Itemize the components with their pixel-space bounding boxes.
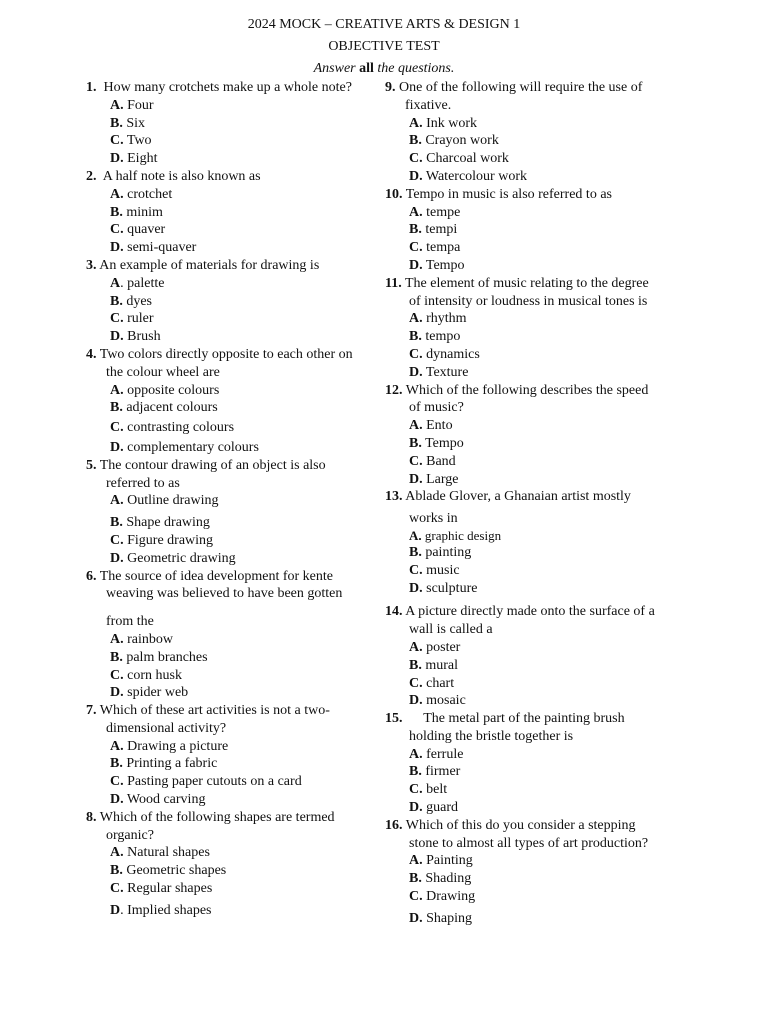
question-number: 10. bbox=[385, 186, 403, 202]
answer-option bbox=[86, 773, 386, 791]
option-text: Four bbox=[123, 97, 154, 113]
question-line: stone to almost all types of art production? bbox=[409, 835, 649, 851]
option-text: Geometric drawing bbox=[123, 550, 236, 566]
answer-option bbox=[86, 631, 386, 649]
option-text: contrasting colours bbox=[123, 420, 235, 436]
option-letter: A. bbox=[409, 746, 423, 762]
option-letter: A. bbox=[110, 97, 124, 113]
question-number: 1. bbox=[86, 80, 97, 95]
option-text: Large bbox=[422, 471, 459, 487]
answer-option bbox=[86, 97, 386, 115]
question-2 bbox=[86, 168, 386, 257]
answer-option bbox=[86, 755, 386, 773]
option-text: Wood carving bbox=[123, 792, 206, 808]
option-letter: D. bbox=[409, 257, 423, 273]
option-letter: B. bbox=[409, 329, 422, 345]
option-text: guard bbox=[422, 800, 459, 816]
answer-option bbox=[86, 310, 386, 328]
answer-option bbox=[86, 186, 386, 204]
answer-option bbox=[385, 346, 685, 364]
option-letter: C. bbox=[409, 782, 423, 798]
question-line: Which of these art activities is not a two- bbox=[96, 703, 330, 719]
option-letter: D. bbox=[110, 792, 124, 808]
option-letter: C. bbox=[409, 889, 423, 905]
option-text: adjacent colours bbox=[122, 400, 218, 416]
option-text: belt bbox=[422, 782, 448, 798]
option-letter: A. bbox=[409, 527, 422, 543]
page-subtitle: OBJECTIVE TEST bbox=[328, 39, 440, 54]
question-line: A picture directly made onto the surface of a bbox=[402, 604, 655, 620]
question-number: 9. bbox=[385, 80, 396, 95]
question-number: 6. bbox=[86, 568, 97, 584]
question-number: 12. bbox=[385, 382, 403, 398]
question-line: An example of materials for drawing is bbox=[96, 257, 320, 273]
option-letter: B. bbox=[409, 544, 422, 560]
option-letter: C. bbox=[110, 133, 124, 149]
option-letter: A. bbox=[409, 853, 423, 869]
question-line: Ablade Glover, a Ghanaian artist mostly bbox=[402, 489, 631, 505]
answer-option bbox=[385, 364, 685, 382]
answer-option bbox=[385, 132, 685, 150]
option-text: Crayon work bbox=[421, 133, 499, 149]
left-column bbox=[86, 79, 386, 920]
option-letter: C. bbox=[409, 453, 423, 469]
answer-option bbox=[385, 257, 685, 275]
question-number: 15. bbox=[385, 711, 403, 727]
answer-option bbox=[385, 453, 685, 471]
option-text: graphic design bbox=[421, 527, 502, 543]
answer-option bbox=[86, 532, 386, 550]
question-line: The source of idea development for kente bbox=[96, 568, 333, 584]
answer-option bbox=[385, 910, 685, 928]
option-letter: D. bbox=[409, 168, 423, 184]
question-number: 16. bbox=[385, 817, 403, 833]
option-letter: A. bbox=[110, 382, 124, 398]
answer-option bbox=[86, 399, 386, 417]
question-line: Two colors directly opposite to each other on bbox=[96, 346, 353, 362]
answer-option bbox=[385, 746, 685, 764]
right-column bbox=[385, 79, 685, 928]
question-7 bbox=[86, 702, 386, 809]
option-letter: B. bbox=[110, 400, 123, 416]
question-line: holding the bristle together is bbox=[409, 728, 574, 744]
question-3 bbox=[86, 257, 386, 346]
question-line: Which of this do you consider a stepping bbox=[402, 817, 636, 833]
option-letter: C. bbox=[110, 774, 124, 790]
option-letter: C. bbox=[409, 151, 423, 167]
option-text: Regular shapes bbox=[123, 881, 213, 897]
option-text: Band bbox=[422, 453, 456, 469]
option-text: dyes bbox=[122, 293, 153, 309]
option-letter: B. bbox=[409, 133, 422, 149]
option-text: opposite colours bbox=[123, 382, 220, 398]
option-letter: C. bbox=[110, 222, 124, 238]
option-text: quaver bbox=[123, 222, 166, 238]
answer-option bbox=[86, 275, 386, 293]
option-text: music bbox=[422, 562, 460, 578]
question-line: The metal part of the painting brush bbox=[402, 711, 625, 727]
question-text bbox=[385, 97, 685, 115]
option-text: rainbow bbox=[123, 631, 174, 647]
option-letter: C. bbox=[409, 240, 423, 256]
option-letter: B. bbox=[110, 756, 123, 772]
question-text bbox=[385, 728, 685, 746]
answer-option bbox=[86, 738, 386, 756]
option-letter: D. bbox=[110, 439, 124, 455]
option-text: poster bbox=[422, 639, 461, 655]
question-text bbox=[385, 186, 685, 204]
option-letter: A. bbox=[110, 493, 124, 509]
answer-option bbox=[86, 902, 386, 920]
option-letter: B. bbox=[409, 435, 422, 451]
answer-option bbox=[86, 667, 386, 685]
question-text bbox=[86, 257, 386, 275]
option-letter: C. bbox=[110, 532, 124, 548]
option-letter: A. bbox=[409, 418, 423, 434]
question-line: of music? bbox=[409, 400, 464, 416]
answer-option bbox=[385, 417, 685, 435]
answer-option bbox=[385, 204, 685, 222]
question-text bbox=[86, 168, 386, 186]
question-text bbox=[385, 603, 685, 621]
answer-option bbox=[385, 115, 685, 133]
option-letter: C. bbox=[110, 311, 124, 327]
option-letter: C. bbox=[409, 562, 423, 578]
option-letter: A. bbox=[110, 631, 124, 647]
question-number: 7. bbox=[86, 703, 97, 719]
option-letter: B. bbox=[110, 515, 123, 531]
option-letter: B. bbox=[110, 293, 123, 309]
question-text bbox=[385, 710, 685, 728]
option-text: crotchet bbox=[123, 186, 173, 202]
option-letter: D. bbox=[110, 550, 124, 566]
option-letter: B. bbox=[110, 204, 123, 220]
answer-option bbox=[86, 328, 386, 346]
question-line: works in bbox=[409, 511, 458, 527]
answer-option bbox=[86, 649, 386, 667]
answer-option bbox=[385, 763, 685, 781]
answer-option bbox=[385, 435, 685, 453]
answer-option bbox=[385, 310, 685, 328]
question-line: The contour drawing of an object is also bbox=[96, 457, 326, 473]
option-letter: D. bbox=[110, 329, 124, 345]
answer-option bbox=[385, 562, 685, 580]
question-text bbox=[86, 79, 386, 97]
answer-option bbox=[385, 239, 685, 257]
option-text: complementary colours bbox=[123, 439, 259, 455]
question-line: One of the following will require the use of bbox=[395, 80, 643, 95]
option-text: firmer bbox=[421, 764, 461, 780]
question-number: 11. bbox=[385, 275, 402, 291]
question-number: 14. bbox=[385, 604, 403, 620]
answer-option bbox=[385, 870, 685, 888]
answer-option bbox=[86, 293, 386, 311]
question-13 bbox=[385, 488, 685, 597]
option-letter: A. bbox=[409, 639, 423, 655]
answer-option bbox=[385, 150, 685, 168]
answer-option bbox=[86, 382, 386, 400]
option-text: ferrule bbox=[422, 746, 464, 762]
option-text: tempa bbox=[422, 240, 461, 256]
answer-option bbox=[385, 471, 685, 489]
question-text bbox=[385, 382, 685, 400]
answer-option bbox=[86, 419, 386, 437]
question-text bbox=[86, 568, 386, 586]
option-letter: B. bbox=[409, 764, 422, 780]
option-text: Charcoal work bbox=[422, 151, 509, 167]
option-text: Figure drawing bbox=[123, 532, 214, 548]
option-text: painting bbox=[421, 544, 472, 560]
question-line: Which of the following shapes are termed bbox=[96, 809, 335, 825]
option-text: spider web bbox=[123, 685, 189, 701]
answer-option bbox=[385, 168, 685, 186]
option-letter: C. bbox=[110, 667, 124, 683]
answer-option bbox=[86, 514, 386, 532]
option-letter: A bbox=[110, 275, 121, 291]
answer-option bbox=[86, 115, 386, 133]
question-line: How many crotchets make up a whole note? bbox=[96, 80, 352, 95]
answer-option bbox=[385, 781, 685, 799]
question-text bbox=[385, 293, 685, 311]
option-letter: D. bbox=[409, 364, 423, 380]
answer-option bbox=[86, 862, 386, 880]
question-5 bbox=[86, 457, 386, 568]
option-text: Two bbox=[123, 133, 152, 149]
question-line: organic? bbox=[106, 827, 154, 843]
option-text: tempi bbox=[421, 222, 458, 238]
option-letter: D. bbox=[110, 240, 124, 256]
answer-option bbox=[385, 692, 685, 710]
option-letter: D. bbox=[409, 910, 423, 926]
instructions-bold: all bbox=[359, 61, 374, 76]
option-text: mural bbox=[421, 657, 458, 673]
option-text: Shape drawing bbox=[122, 515, 210, 531]
answer-option bbox=[385, 852, 685, 870]
option-letter: D. bbox=[409, 800, 423, 816]
question-12 bbox=[385, 382, 685, 489]
question-number: 2. bbox=[86, 168, 97, 184]
option-text: Natural shapes bbox=[123, 845, 210, 861]
question-line: from the bbox=[106, 614, 154, 630]
question-text bbox=[86, 457, 386, 475]
instructions bbox=[0, 60, 768, 78]
question-16 bbox=[385, 817, 685, 928]
question-text bbox=[86, 585, 386, 603]
question-number: 5. bbox=[86, 457, 97, 473]
question-text bbox=[385, 399, 685, 417]
option-text: palm branches bbox=[122, 649, 208, 665]
option-text: . palette bbox=[120, 275, 165, 291]
option-letter: B. bbox=[409, 222, 422, 238]
question-text bbox=[86, 720, 386, 738]
question-text bbox=[385, 621, 685, 639]
question-line: of intensity or loudness in musical tones is bbox=[409, 293, 648, 309]
question-10 bbox=[385, 186, 685, 275]
question-text bbox=[86, 809, 386, 827]
question-text bbox=[385, 817, 685, 835]
option-text: Shaping bbox=[422, 910, 473, 926]
question-number: 8. bbox=[86, 809, 97, 825]
option-letter: D. bbox=[409, 471, 423, 487]
option-text: Geometric shapes bbox=[122, 863, 227, 879]
answer-option bbox=[86, 492, 386, 510]
option-text: tempo bbox=[421, 329, 461, 345]
option-letter: C. bbox=[409, 346, 423, 362]
option-text: Drawing a picture bbox=[123, 738, 229, 754]
question-line: the colour wheel are bbox=[106, 364, 220, 380]
answer-option bbox=[86, 791, 386, 809]
option-letter: A. bbox=[409, 204, 423, 220]
option-letter: C. bbox=[110, 881, 124, 897]
answer-option bbox=[385, 639, 685, 657]
option-text: minim bbox=[122, 204, 163, 220]
option-text: rhythm bbox=[422, 311, 467, 327]
option-letter: D. bbox=[409, 580, 423, 596]
option-text: Ento bbox=[422, 418, 453, 434]
option-letter: B. bbox=[110, 115, 123, 131]
answer-option bbox=[86, 550, 386, 568]
option-text: dynamics bbox=[422, 346, 480, 362]
option-text: semi-quaver bbox=[123, 240, 197, 256]
page-title: 2024 MOCK – CREATIVE ARTS & DESIGN 1 bbox=[247, 17, 521, 32]
question-1 bbox=[86, 79, 386, 168]
question-text bbox=[385, 488, 685, 506]
question-4 bbox=[86, 346, 386, 457]
option-letter: D. bbox=[409, 693, 423, 709]
answer-option bbox=[385, 528, 685, 544]
answer-option bbox=[385, 675, 685, 693]
option-letter: A. bbox=[409, 115, 423, 131]
answer-option bbox=[86, 132, 386, 150]
option-text: Drawing bbox=[422, 889, 476, 905]
option-text: Outline drawing bbox=[123, 493, 219, 509]
option-text: Tempo bbox=[422, 257, 465, 273]
answer-option bbox=[385, 799, 685, 817]
option-text: mosaic bbox=[422, 693, 466, 709]
option-letter: A. bbox=[110, 186, 124, 202]
answer-option bbox=[86, 880, 386, 898]
question-number: 13. bbox=[385, 489, 403, 505]
option-letter: C. bbox=[110, 420, 124, 436]
answer-option bbox=[385, 580, 685, 598]
question-line: referred to as bbox=[106, 475, 180, 491]
instructions-post: the questions. bbox=[373, 61, 455, 76]
option-text: Shading bbox=[421, 871, 472, 887]
option-text: Pasting paper cutouts on a card bbox=[123, 774, 302, 790]
option-text: sculpture bbox=[422, 580, 478, 596]
question-line: wall is called a bbox=[409, 622, 493, 638]
option-text: Eight bbox=[123, 151, 158, 167]
option-text: Texture bbox=[422, 364, 469, 380]
option-letter: B. bbox=[110, 649, 123, 665]
option-letter: A. bbox=[110, 845, 124, 861]
option-letter: A. bbox=[110, 738, 124, 754]
option-text: Brush bbox=[123, 329, 161, 345]
answer-option bbox=[385, 328, 685, 346]
option-text: ruler bbox=[123, 311, 154, 327]
answer-option bbox=[385, 888, 685, 906]
question-8 bbox=[86, 809, 386, 920]
question-line: weaving was believed to have been gotten bbox=[106, 586, 343, 602]
option-text: Tempo bbox=[421, 435, 464, 451]
question-line: dimensional activity? bbox=[106, 720, 227, 736]
answer-option bbox=[86, 844, 386, 862]
option-letter: B. bbox=[409, 871, 422, 887]
question-text bbox=[86, 613, 386, 631]
question-text bbox=[86, 827, 386, 845]
question-text bbox=[86, 364, 386, 382]
question-line: Which of the following describes the speed bbox=[402, 382, 649, 398]
question-9 bbox=[385, 79, 685, 186]
question-line: The element of music relating to the degree bbox=[401, 275, 649, 291]
question-line: fixative. bbox=[405, 97, 452, 113]
option-text: Ink work bbox=[422, 115, 478, 131]
option-letter: D bbox=[110, 902, 121, 918]
option-text: tempe bbox=[422, 204, 461, 220]
answer-option bbox=[385, 657, 685, 675]
option-text: Painting bbox=[422, 853, 473, 869]
question-15 bbox=[385, 710, 685, 817]
option-text: corn husk bbox=[123, 667, 182, 683]
option-letter: D. bbox=[110, 151, 124, 167]
question-line: Tempo in music is also referred to as bbox=[402, 186, 612, 202]
answer-option bbox=[385, 221, 685, 239]
question-text bbox=[86, 702, 386, 720]
question-text bbox=[385, 510, 685, 528]
option-letter: D. bbox=[110, 685, 124, 701]
question-text bbox=[385, 79, 685, 97]
question-number: 4. bbox=[86, 346, 97, 362]
option-letter: C. bbox=[409, 675, 423, 691]
question-14 bbox=[385, 603, 685, 710]
question-number: 3. bbox=[86, 257, 97, 273]
answer-option bbox=[86, 204, 386, 222]
answer-option bbox=[86, 150, 386, 168]
question-text bbox=[385, 275, 685, 293]
answer-option bbox=[86, 439, 386, 457]
answer-option bbox=[385, 544, 685, 562]
question-6 bbox=[86, 568, 386, 703]
option-text: Six bbox=[122, 115, 146, 131]
option-letter: B. bbox=[409, 657, 422, 673]
question-11 bbox=[385, 275, 685, 382]
option-text: chart bbox=[422, 675, 455, 691]
question-text bbox=[385, 835, 685, 853]
option-letter: B. bbox=[110, 863, 123, 879]
answer-option bbox=[86, 684, 386, 702]
instructions-pre: Answer bbox=[313, 61, 360, 76]
answer-option bbox=[86, 239, 386, 257]
answer-option bbox=[86, 221, 386, 239]
option-text: Watercolour work bbox=[422, 168, 527, 184]
option-text: Printing a fabric bbox=[122, 756, 218, 772]
question-text bbox=[86, 346, 386, 364]
option-text: . Implied shapes bbox=[120, 902, 212, 918]
option-letter: A. bbox=[409, 311, 423, 327]
question-line: A half note is also known as bbox=[96, 168, 261, 184]
question-text bbox=[86, 475, 386, 493]
